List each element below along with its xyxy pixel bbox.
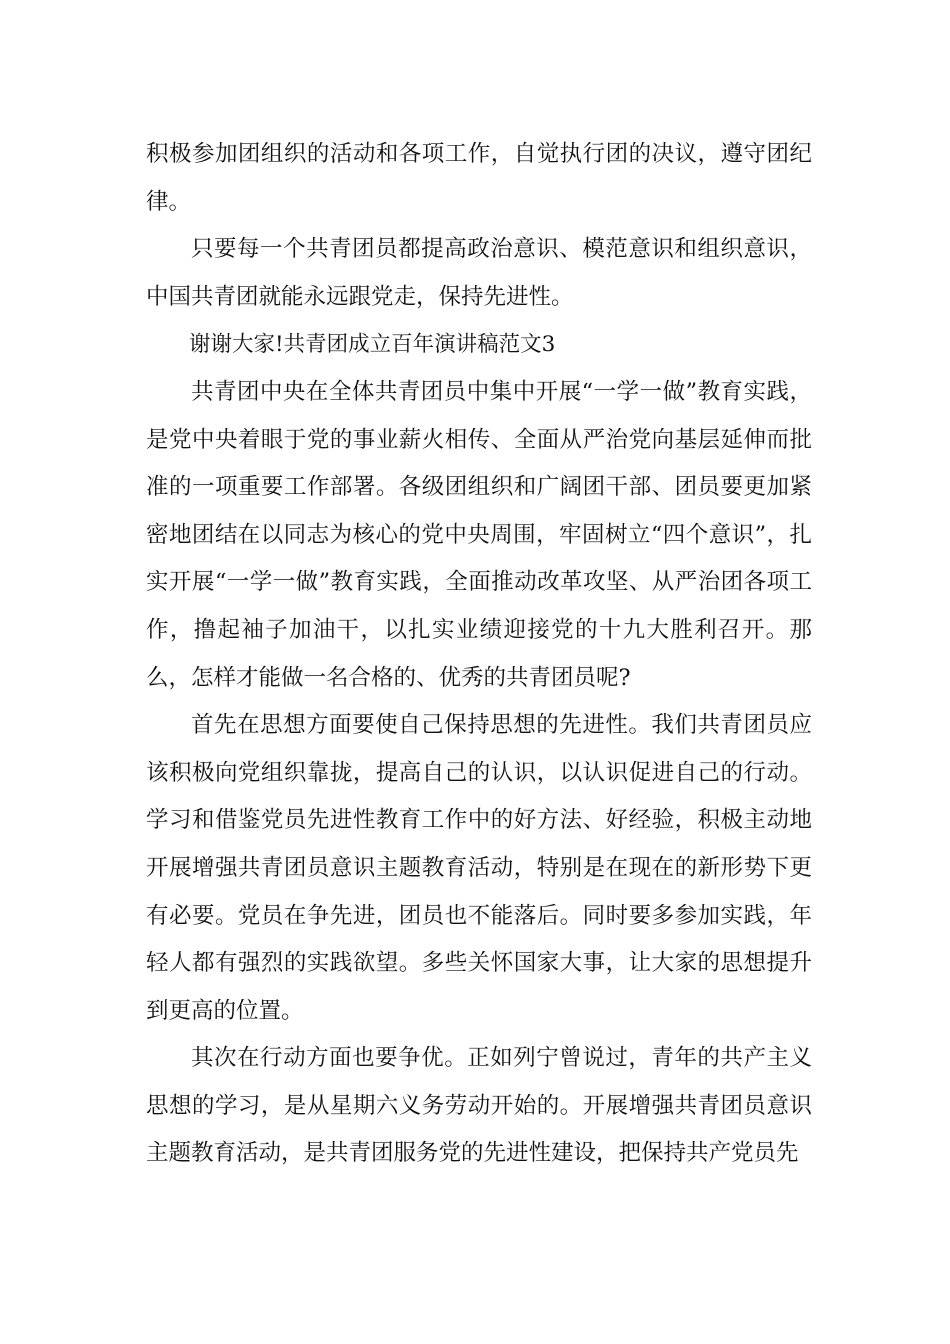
paragraph-5: 其次在行动方面也要争优。正如列宁曾说过，青年的共产主义思想的学习，是从星期六义务劳动开始的。开展增强共青团员意识主题教育活动，是共青团服务党的先进性建设，把保持共产党员先 <box>146 1045 812 1167</box>
paragraph-4: 首先在思想方面要使自己保持思想的先进性。我们共青团员应该积极向党组织靠拢，提高自己的认识，以认识促进自己的行动。学习和借鉴党员先进性教育工作中的好方法、好经验，积极主动地开展增强共青团员意识主题教育活动，特别是在现在的新形势下更有必要。党员在争先进，团员也不能落后。同时要多参加实践，年轻人都有强烈的实践欲望。多些关怀国家大事，让大家的思想提升到更高的位置。 <box>146 712 812 1024</box>
paragraph-3: 共青团中央在全体共青团员中集中开展“一学一做”教育实践，是党中央着眼于党的事业薪火相传、全面从严治党向基层延伸而批准的一项重要工作部署。各级团组织和广阔团干部、团员要更加紧密地团结在以同志为核心的党中央周围，牢固树立“四个意识”，扎实开展“一学一做”教育实践，全面推动改革攻坚、从严治团各项工作，撸起袖子加油干，以扎实业绩迎接党的十九大胜利召开。那么，怎样才能做一名合格的、优秀的共青团员呢? <box>146 378 812 691</box>
paragraph-2: 只要每一个共青团员都提高政治意识、模范意识和组织意识，中国共青团就能永远跟党走，保持先进性。 <box>146 236 812 310</box>
section-heading: 谢谢大家!共青团成立百年演讲稿范文3 <box>189 332 556 358</box>
document-body <box>146 131 812 1178</box>
paragraph-1: 积极参加团组织的活动和各项工作，自觉执行团的决议，遵守团纪律。 <box>146 141 812 215</box>
